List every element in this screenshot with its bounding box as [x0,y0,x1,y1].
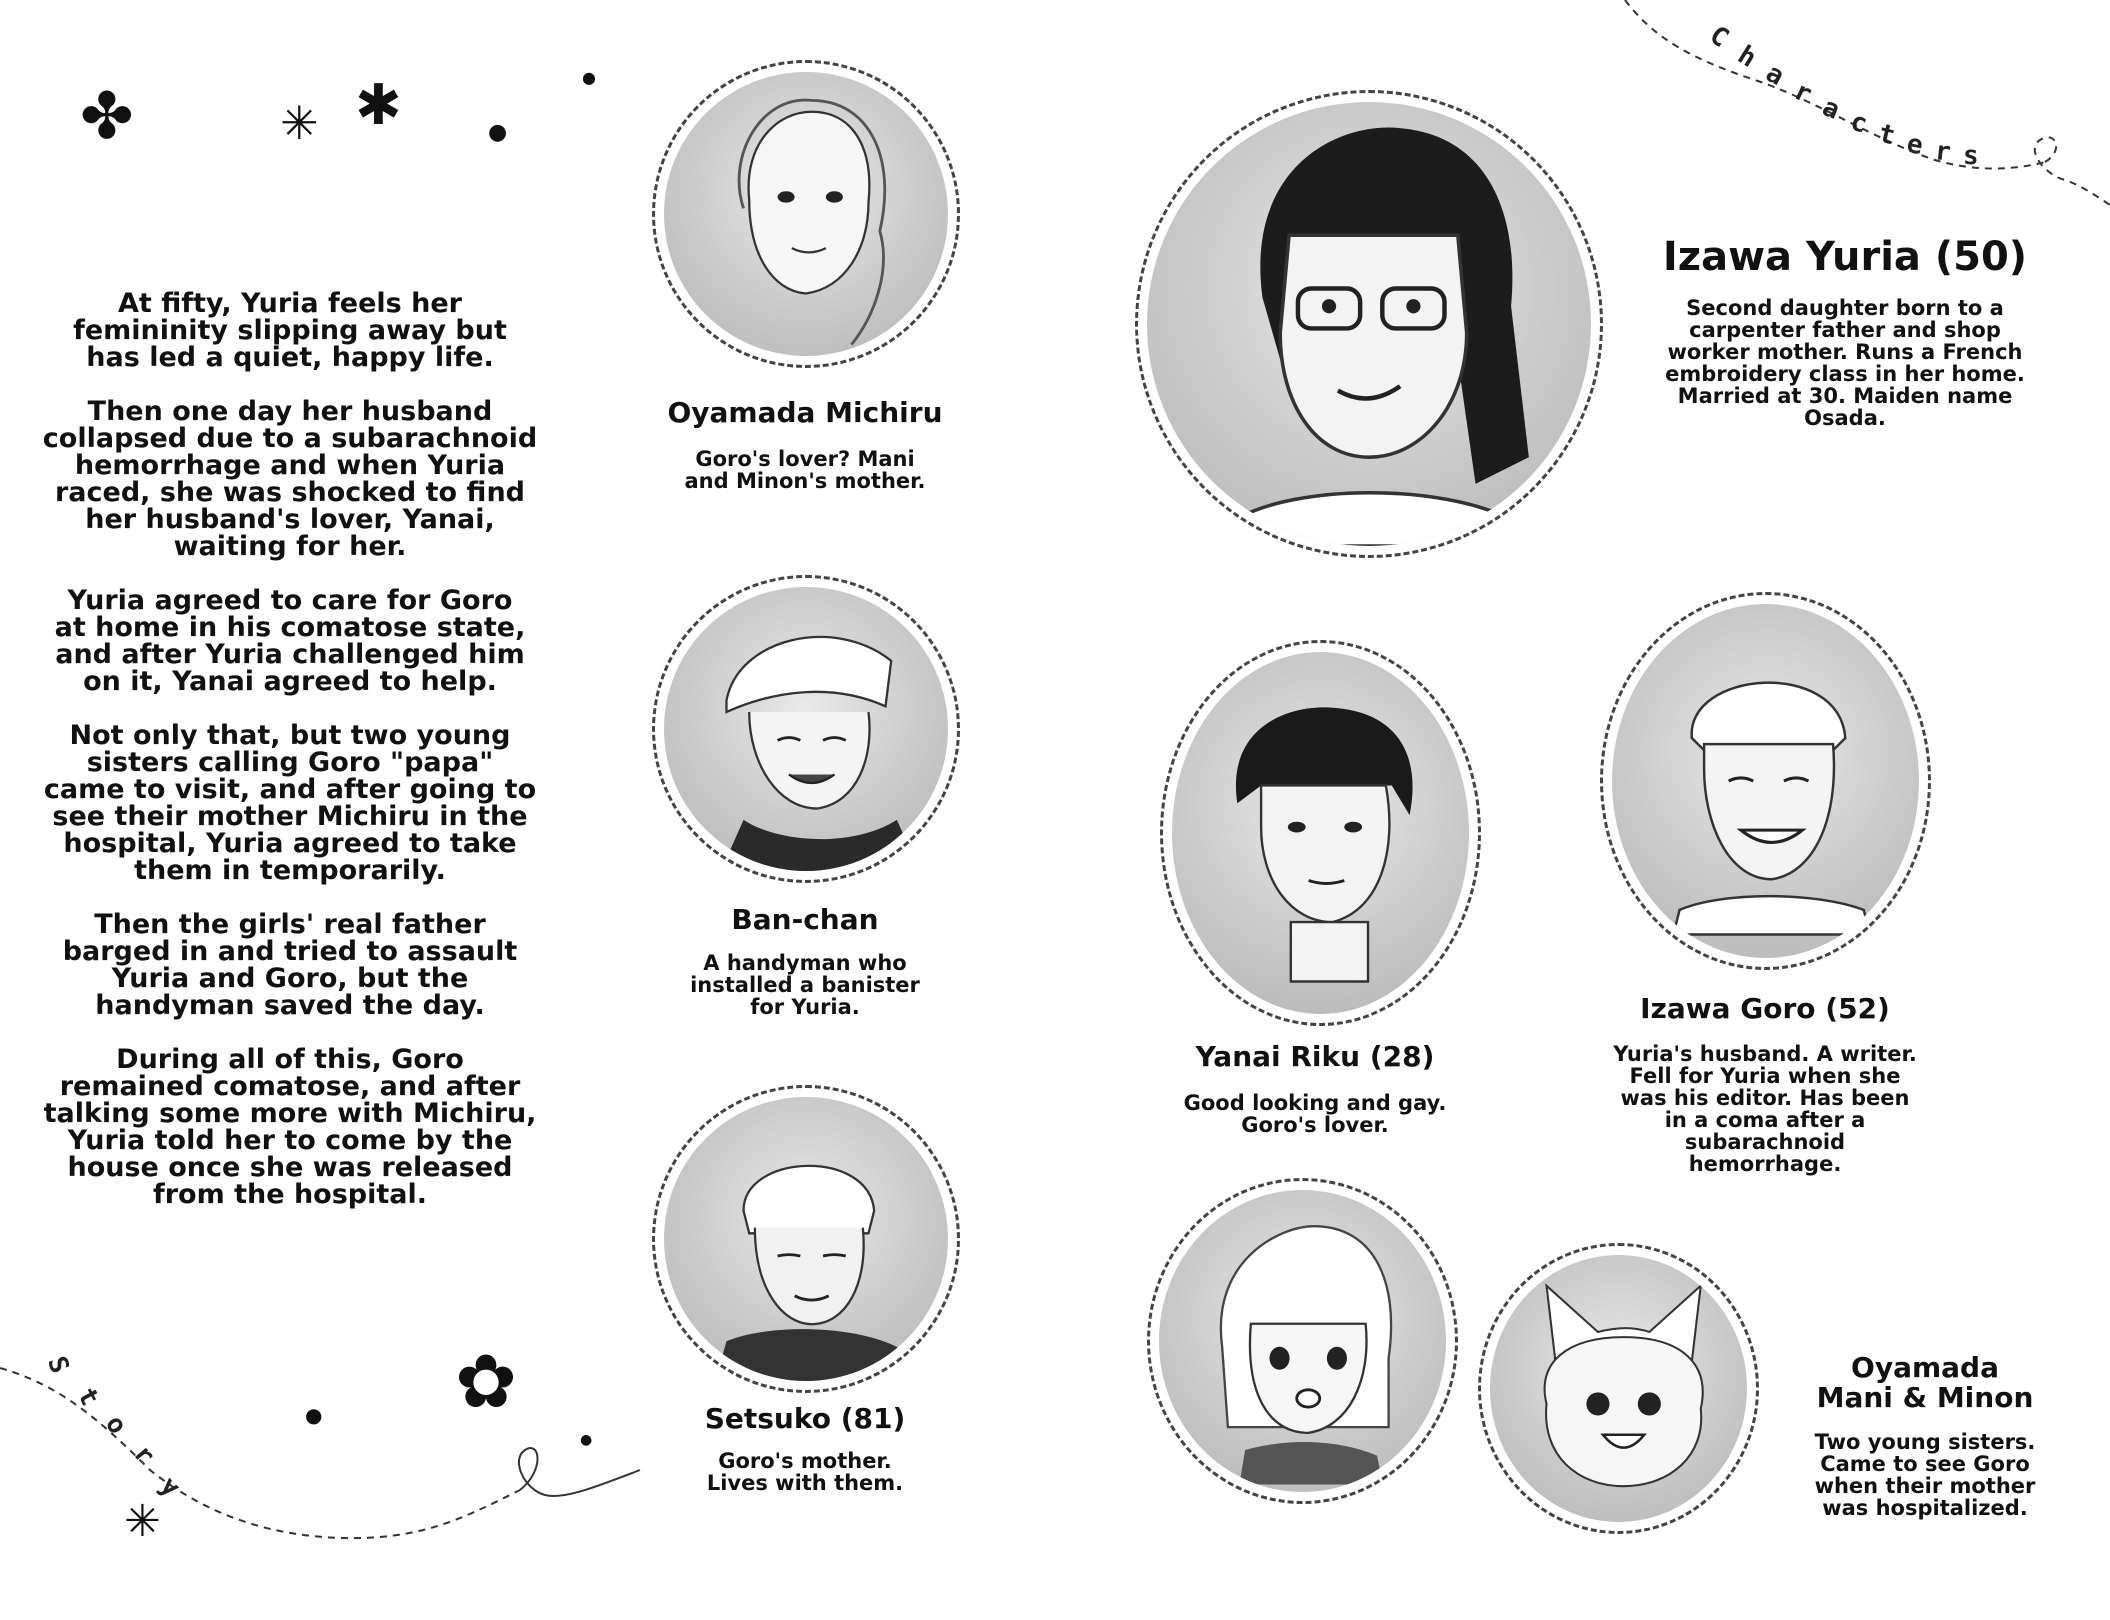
portrait-setsuko [652,1085,960,1393]
story-paragraph: Then one day her husband collapsed due to a subarachnoid hemorrhage and when Yuria raced, she was shocked to find her husband's lover, Yanai, waiting for her. [42,396,538,562]
face-sketch-icon [1159,1190,1446,1492]
story-heading-letter: t [70,1383,105,1411]
dot-icon: ● [580,1432,593,1448]
story-heading-letter: r [127,1439,161,1471]
face-sketch-icon [664,587,948,871]
characters-heading-letter: r [1933,136,1953,168]
right-page [1055,0,2110,1620]
flower-icon: ✤ [80,80,134,154]
story-paragraph: Then the girls' real father barged in and tried to assault Yuria and Goro, but the handyman saved the day. [62,909,518,1021]
story-paragraph: At fifty, Yuria feels her femininity slipping away but has led a quiet, happy life. [73,288,507,373]
story-paragraph: Not only that, but two young sisters calling Goro "papa" came to visit, and after going to see their mother Michiru in the hospital, Yuria agreed to take them in temporarily. [43,720,537,886]
story-heading-letter: o [99,1409,133,1441]
character-desc-goro: Yuria's husband. A writer. Fell for Yuria when she was his editor. Has been in a coma after a subarachnoid hemorrhage. [1613,1042,1917,1176]
characters-heading-letter: h [1732,40,1762,74]
character-desc-yuria: Second daughter born to a carpenter father and shop worker mother. Runs a French embroidery class in her home. Married at 30. Maiden name Osada. [1665,296,2025,430]
character-name-goro: Izawa Goro (52) [1640,992,1890,1025]
character-desc-michiru: Goro's lover? Mani and Minon's mother. [684,447,926,493]
character-name-setsuko: Setsuko (81) [704,1402,906,1435]
face-sketch-icon [1147,102,1591,546]
story-paragraph: During all of this, Goro remained comatose, and after talking some more with Michiru, Yuria told her to come by the house once she was released from the hospital. [43,1044,537,1210]
portrait-michiru [652,60,960,368]
face-sketch-icon [664,1097,948,1381]
story-heading-letter: S [41,1352,75,1378]
character-name-banchan: Ban-chan [731,903,879,936]
dot-icon: ● [305,1403,323,1427]
characters-heading-letter: t [1875,118,1899,152]
asterisk-icon: ✳ [280,96,319,150]
flower-icon: ✿ [455,1339,518,1425]
portrait-minon [1478,1243,1759,1534]
characters-heading-letter: c [1846,106,1871,140]
story-heading-letter: y [153,1470,186,1504]
character-desc-riku: Good looking and gay. Goro's lover. [1183,1091,1447,1137]
character-name-yuria: Izawa Yuria (50) [1662,234,2028,280]
dot-icon: ● [582,68,596,87]
face-sketch-icon [1172,652,1469,1014]
character-desc-setsuko: Goro's mother. Lives with them. [706,1449,904,1495]
asterisk-icon: ✱ [355,73,402,138]
characters-heading-letter: C [1703,20,1734,54]
character-desc-mani-minon: Two young sisters. Came to see Goro when their mother was hospitalized. [1814,1430,2036,1520]
characters-heading-letter: a [1817,92,1844,126]
story-text [40,290,540,1235]
characters-heading-letter: a [1760,58,1789,92]
character-name-michiru: Oyamada Michiru [667,396,943,429]
dot-icon: ● [488,120,508,145]
portrait-riku [1160,640,1481,1026]
asterisk-icon: ✳ [124,1496,161,1547]
face-sketch-icon [1490,1255,1747,1522]
face-sketch-icon [1612,604,1919,958]
portrait-goro [1600,592,1931,970]
portrait-yuria [1135,90,1603,558]
face-sketch-icon [664,72,948,356]
portrait-mani [1147,1178,1458,1504]
story-paragraph: Yuria agreed to care for Goro at home in his comatose state, and after Yuria challenged him on it, Yanai agreed to help. [54,585,526,697]
characters-heading-letter: s [1962,140,1980,172]
character-name-mani-minon: Oyamada Mani & Minon [1816,1351,2034,1414]
characters-heading-letter: e [1904,128,1926,162]
characters-heading-letter: r [1789,76,1817,110]
portrait-banchan [652,575,960,883]
character-name-riku: Yanai Riku (28) [1195,1040,1435,1073]
character-desc-banchan: A handyman who installed a banister for Yuria. [690,951,920,1019]
